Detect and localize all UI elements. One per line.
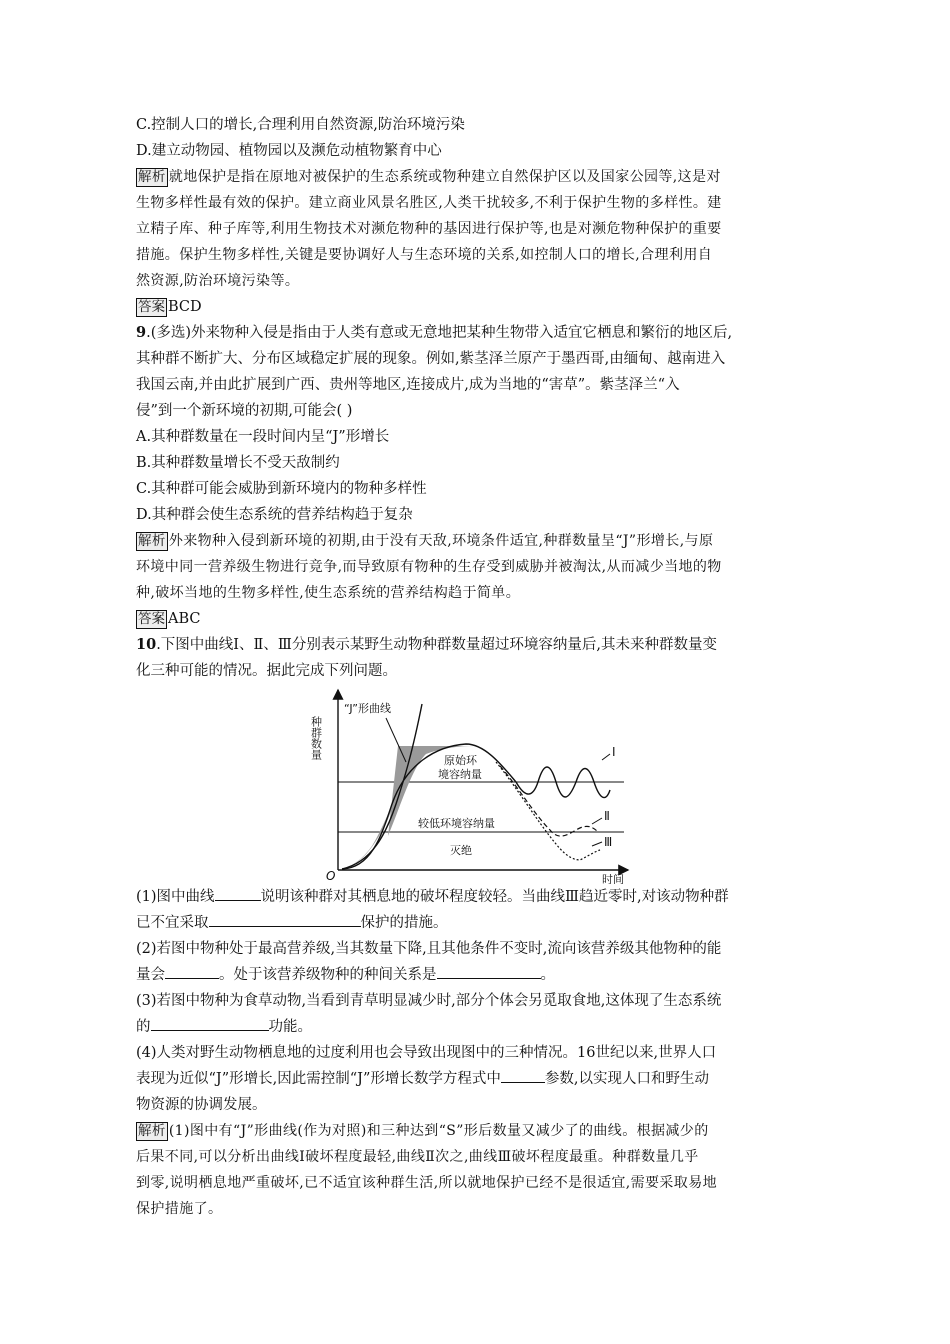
q10-analysis-line: 解析 (1)图中有“J”形曲线(作为对照)和三种达到“S”形后数量又减少了的曲线。根据减少的 xyxy=(138,1123,709,1139)
q10-sub1-line: (1)图中曲线 说明该种群对其栖息地的破坏程度较轻。当曲线Ⅲ趋近零时,对该动物种群 xyxy=(136,884,826,910)
q9-answer: 答案 ABC xyxy=(138,611,201,627)
q9-option-b: B.其种群数量增长不受天敌制约 xyxy=(136,455,340,471)
answer-blank[interactable] xyxy=(215,885,261,901)
answer-tag: 答案 xyxy=(138,611,165,627)
extinct-label: 灭绝 xyxy=(450,844,472,857)
population-curve-figure xyxy=(136,684,826,884)
q8-analysis-line: 立精子库、种子库等,利用生物技术对濒危物种的基因进行保护等,也是对濒危物种保护的重要 xyxy=(136,221,722,237)
origin-label: O xyxy=(326,869,336,883)
q8-answer: 答案 BCD xyxy=(138,299,202,315)
q10-sub4-line: 物资源的协调发展。 xyxy=(136,1097,267,1113)
answer-blank[interactable] xyxy=(501,1067,545,1083)
q10-stem-line: 10.下图中曲线Ⅰ、Ⅱ、Ⅲ分别表示某野生动物种群数量超过环境容纳量后,其未来种群数量变 xyxy=(136,636,717,653)
q10-sub3-line: (3)若图中物种为食草动物,当看到青草明显减少时,部分个体会另觅取食地,这体现了生态系统 xyxy=(136,993,722,1009)
population-curve-diagram xyxy=(136,684,826,884)
q8-analysis-line: 措施。保护生物多样性,关键是要协调好人与生态环境的关系,如控制人口的增长,合理利用自 xyxy=(136,247,713,263)
q9-analysis-line: 解析 外来物种入侵到新环境的初期,由于没有天敌,环境条件适宜,种群数量呈“J”形增长,与原 xyxy=(138,533,714,549)
answer-blank[interactable] xyxy=(437,963,541,979)
j-label-pointer xyxy=(386,718,406,762)
q10-sub1-line: 已不宜采取 保护的措施。 xyxy=(136,910,826,936)
y-axis-label: 种群数量 xyxy=(309,716,323,760)
answer-blank[interactable] xyxy=(209,911,361,927)
q10-analysis-line: 保护措施了。 xyxy=(136,1201,223,1217)
curve-2-pointer xyxy=(592,818,602,824)
q10-analysis-line: 到零,说明栖息地严重破坏,已不适宜该种群生活,所以就地保护已经不是很适宜,需要采取易地 xyxy=(136,1175,717,1191)
q9-analysis-line: 环境中同一营养级生物进行竞争,而导致原有物种的生存受到威胁并被淘汰,从而减少当地的物 xyxy=(136,559,722,575)
curve-2 xyxy=(500,766,598,836)
curve-1-label: Ⅰ xyxy=(612,745,616,759)
curve-3-pointer xyxy=(592,842,602,846)
q10-sub4-line: (4)人类对野生动物栖息地的过度利用也会导致出现图中的三种情况。16世纪以来,世界人口 xyxy=(136,1045,717,1061)
q10-analysis-line: 后果不同,可以分析出曲线Ⅰ破坏程度最轻,曲线Ⅱ次之,曲线Ⅲ破坏程度最重。种群数量几乎 xyxy=(136,1149,699,1165)
exam-page xyxy=(136,112,826,1222)
q8-option-d: D.建立动物园、植物园以及濒危动植物繁育中心 xyxy=(136,143,442,159)
q8-analysis-line: 生物多样性最有效的保护。建立商业风景名胜区,人类干扰较多,不利于保护生物的多样性。建 xyxy=(136,195,722,211)
q8-analysis-line: 解析 就地保护是指在原地对被保护的生态系统或物种建立自然保护区以及国家公园等,这是对 xyxy=(138,169,721,185)
q9-stem-line: 其种群不断扩大、分布区域稳定扩展的现象。例如,紫茎泽兰原产于墨西哥,由缅甸、越南进入 xyxy=(136,351,726,367)
x-axis-label: 时间 xyxy=(602,873,624,884)
q8-option-c: C.控制人口的增长,合理利用自然资源,防治环境污染 xyxy=(136,117,465,133)
analysis-tag: 解析 xyxy=(138,169,166,185)
q9-option-a: A.其种群数量在一段时间内呈“J”形增长 xyxy=(136,429,390,445)
q10-sub4-line: 表现为近似“J”形增长,因此需控制“J”形增长数学方程式中 参数,以实现人口和野生动 xyxy=(136,1066,826,1092)
original-capacity-label: 原始环 xyxy=(444,754,477,767)
q10-stem-line: 化三种可能的情况。据此完成下列问题。 xyxy=(136,663,397,679)
answer-blank[interactable] xyxy=(151,1015,269,1031)
curve-3-label: Ⅲ xyxy=(604,835,613,849)
q9-option-c: C.其种群可能会威胁到新环境内的物种多样性 xyxy=(136,481,427,497)
j-curve-label: “J”形曲线 xyxy=(344,702,391,715)
curve-1-pointer xyxy=(602,754,610,760)
analysis-tag: 解析 xyxy=(138,1123,166,1139)
q10-sub2-line: (2)若图中物种处于最高营养级,当其数量下降,且其他条件不变时,流向该营养级其他物种的能 xyxy=(136,941,722,957)
lower-capacity-label: 较低环境容纳量 xyxy=(418,817,495,830)
q9-stem-line: 侵”到一个新环境的初期,可能会( ) xyxy=(136,403,353,419)
q9-stem-line: 9.(多选)外来物种入侵是指由于人类有意或无意地把某种生物带入适宜它栖息和繁衍的地区后, xyxy=(136,324,733,341)
curve-2-label: Ⅱ xyxy=(604,809,610,823)
q10-sub2-line: 量会 。处于该营养级物种的种间关系是 。 xyxy=(136,962,826,988)
q9-stem-line: 我国云南,并由此扩展到广西、贵州等地区,连接成片,成为当地的“害草”。紫茎泽兰“入 xyxy=(136,377,680,393)
q9-analysis-line: 种,破坏当地的生物多样性,使生态系统的营养结构趋于简单。 xyxy=(136,585,521,601)
q9-option-d: D.其种群会使生态系统的营养结构趋于复杂 xyxy=(136,507,413,523)
j-shaped-curve xyxy=(342,704,422,869)
original-capacity-label: 境容纳量 xyxy=(438,768,482,781)
question-number: 9 xyxy=(136,324,147,341)
answer-blank[interactable] xyxy=(165,963,219,979)
answer-tag: 答案 xyxy=(138,299,165,315)
q10-sub3-line: 的 功能。 xyxy=(136,1014,826,1040)
s-shaped-curve xyxy=(342,744,516,869)
q8-analysis-line: 然资源,防治环境污染等。 xyxy=(136,273,300,289)
question-number: 10 xyxy=(136,636,157,653)
analysis-tag: 解析 xyxy=(138,533,166,549)
